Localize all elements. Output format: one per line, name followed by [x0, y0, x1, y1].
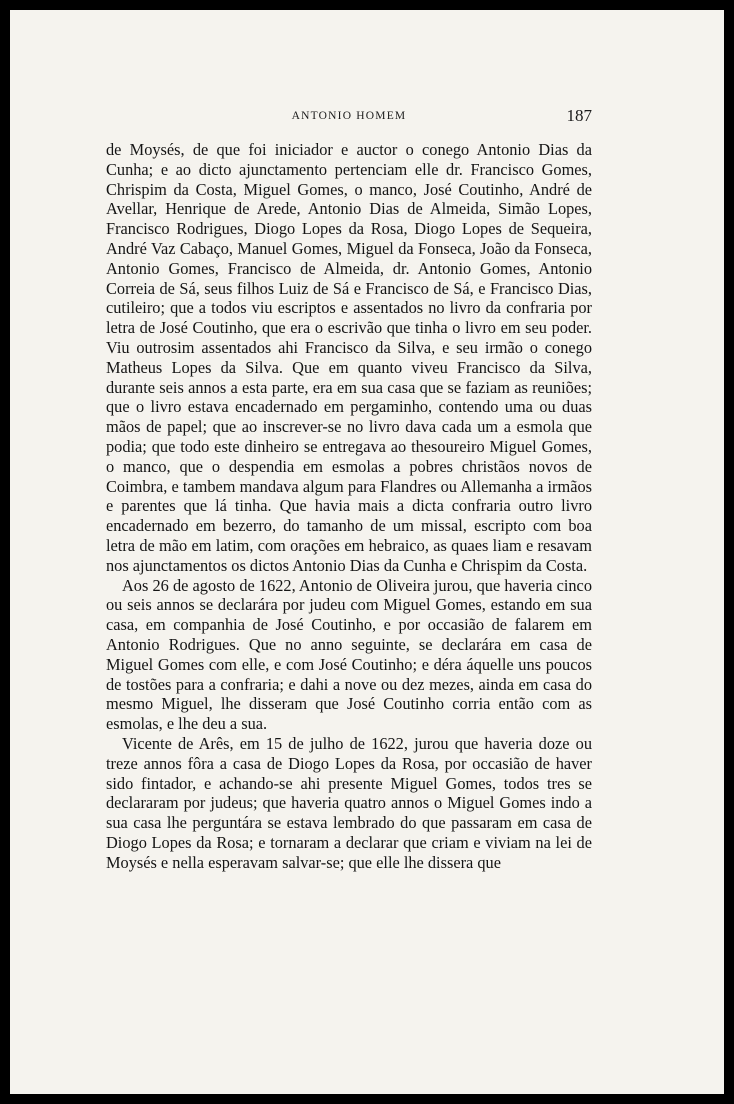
body-text — [106, 140, 592, 872]
paragraph-vicente-de-ares: Vicente de Arês, em 15 de julho de 1622, jurou que haveria doze ou treze annos fôra a casa de Diogo Lopes da Rosa, por occasião de haver sido fintador, e achando-se ahi presente Miguel Gomes, todos tres se declararam por judeus; que haveria quatro annos o Miguel Gomes indo a sua casa lhe perguntára se estava lembrado do que passaram em casa de Diogo Lopes da Rosa; e tornaram a declarar que criam e viviam na lei de Moysés e nella esperavam salvar-se; que elle lhe dissera que — [106, 733, 592, 872]
paragraph-continuation: de Moysés, de que foi iniciador e auctor o conego Antonio Dias da Cunha; e ao dicto ajunctamento pertenciam elle dr. Francisco Gomes, Chrispim da Costa, Miguel Gomes, o manco, José Coutinho, André de Avellar, Henrique de Arede, Antonio Dias de Almeida, Simão Lopes, Francisco Rodrigues, Diogo Lopes da Rosa, Diogo Lopes de Sequeira, André Vaz Cabaço, Manuel Gomes, Miguel da Fonseca, João da Fonseca, Antonio Gomes, Francisco de Almeida, dr. Antonio Gomes, Antonio Correia de Sá, seus filhos Luiz de Sá e Francisco de Sá, e Francisco Dias, cutileiro; que a todos viu escriptos e assentados no livro da confraria por letra de José Coutinho, que era o escrivão que tinha o livro em seu poder. Viu outrosim assentados ahi Francisco da Silva, e seu irmão o conego Matheus Lopes da Silva. Que em quanto viveu Francisco da Silva, durante seis annos a esta parte, era em sua casa que se faziam as reuniões; que o livro estava encadernado em pergaminho, contendo uma ou duas mãos de papel; que ao inscrever-se no livro dava cada um a esmola que podia; que todo este dinheiro se entregava ao thesoureiro Miguel Gomes, o manco, que o despendia em esmolas a pobres christãos novos de Coimbra, e tambem mandava algum para Flandres ou Allemanha a irmãos e parentes que lá tinha. Que havia mais a dicta confraria outro livro encadernado em bezerro, do tamanho de um missal, escripto com boa letra de mão em latim, com orações em hebraico, as quaes liam e resavam nos ajunctamentos os dictos Antonio Dias da Cunha e Chrispim da Costa. — [106, 140, 592, 575]
running-title: ANTONIO HOMEM — [291, 110, 407, 122]
page-header — [106, 106, 592, 128]
paragraph-antonio-de-oliveira: Aos 26 de agosto de 1622, Antonio de Oliveira jurou, que haveria cinco ou seis annos se declarára por judeu com Miguel Gomes, estando em sua casa, em companhia de José Coutinho, e por occasião de falarem em Antonio Rodrigues. Que no anno seguinte, se declarára em casa de Miguel Gomes com elle, e com José Coutinho; e déra áquelle uns poucos de tostões para a confraria; e dahi a nove ou dez mezes, ainda em casa do mesmo Miguel, lhe disseram que José Coutinho corria então com as esmolas, e lhe deu a sua. — [106, 575, 592, 734]
book-page — [10, 10, 724, 1094]
page-number: 187 — [566, 106, 592, 125]
